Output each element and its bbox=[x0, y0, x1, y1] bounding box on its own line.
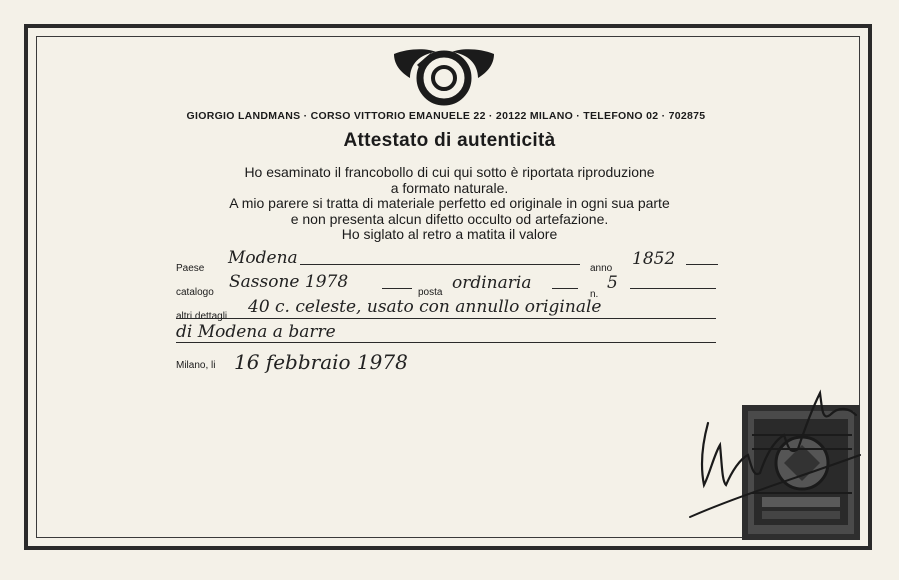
body-line: e non presenta alcun difetto occulto od artefazione. bbox=[290, 210, 609, 227]
paese-label: Paese bbox=[176, 263, 205, 274]
paese-value: Modena bbox=[228, 248, 298, 268]
n-rule bbox=[630, 288, 716, 289]
dettagli-line2: di Modena a barre bbox=[176, 322, 336, 342]
anno-value: 1852 bbox=[632, 249, 676, 269]
body-line: Ho siglato al retro a matita il valore bbox=[341, 226, 558, 242]
catalogo-label: catalogo bbox=[176, 287, 214, 298]
body-line: A mio parere si tratta di materiale perfetto ed originale in ogni sua parte bbox=[229, 195, 670, 211]
body-line: Ho esaminato il francobollo di cui qui sotto è riportata riproduzione bbox=[244, 164, 655, 180]
dettagli-label: altri dettagli bbox=[176, 311, 228, 322]
anno-rule bbox=[686, 264, 718, 265]
letterhead: GIORGIO LANDMANS · CORSO VITTORIO EMANUELE 22 · 20122 MILANO · TELEFONO 02 · 702875 bbox=[186, 110, 706, 122]
data-value: 16 febbraio 1978 bbox=[234, 350, 408, 374]
posthorn-logo-icon bbox=[388, 44, 500, 106]
catalogo-rule bbox=[382, 288, 412, 289]
paese-rule bbox=[300, 264, 580, 265]
anno-label: anno bbox=[590, 263, 613, 274]
n-value: 5 bbox=[607, 273, 618, 293]
dettagli-rule-1 bbox=[176, 318, 716, 319]
body-line: a formato naturale. bbox=[390, 179, 509, 196]
certificate-body bbox=[0, 165, 899, 243]
catalogo-value: Sassone 1978 bbox=[229, 272, 349, 292]
certificate-title: Attestato di autenticità bbox=[343, 130, 556, 151]
luogo-label: Milano, li bbox=[176, 360, 216, 371]
posta-label: posta bbox=[418, 287, 443, 298]
dettagli-rule-2 bbox=[176, 342, 716, 343]
n-label: n. bbox=[590, 289, 599, 300]
posta-rule bbox=[552, 288, 578, 289]
signature-image bbox=[680, 385, 870, 525]
posta-value: ordinaria bbox=[452, 273, 532, 293]
dettagli-line1: 40 c. celeste, usato con annullo originale bbox=[248, 297, 602, 317]
